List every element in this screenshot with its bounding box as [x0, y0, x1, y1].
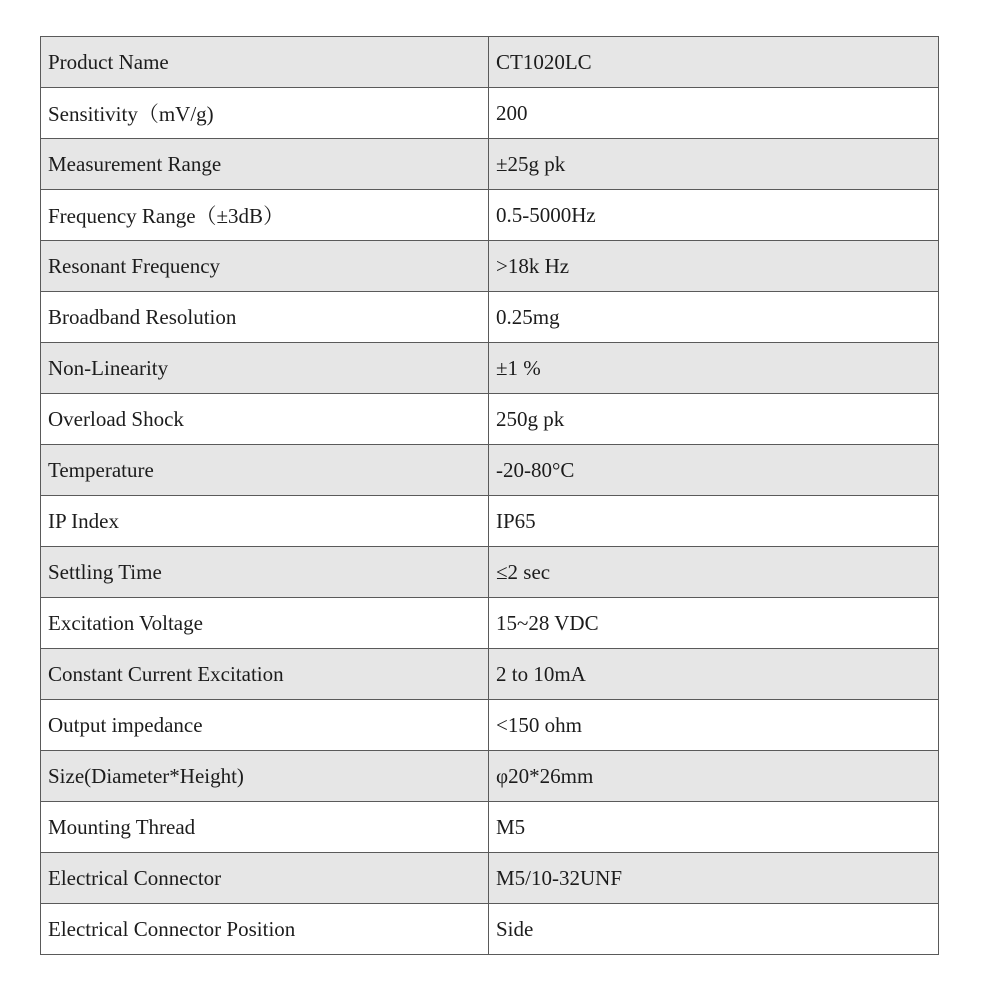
- spec-value: 0.5-5000Hz: [489, 190, 939, 241]
- table-row: [41, 598, 939, 649]
- spec-value: <150 ohm: [489, 700, 939, 751]
- table-row: [41, 904, 939, 955]
- spec-label: Excitation Voltage: [41, 598, 489, 649]
- spec-label: Product Name: [41, 37, 489, 88]
- table-row: [41, 394, 939, 445]
- spec-label: Sensitivity（mV/g): [41, 88, 489, 139]
- spec-value: 2 to 10mA: [489, 649, 939, 700]
- spec-value: φ20*26mm: [489, 751, 939, 802]
- table-row: [41, 445, 939, 496]
- spec-value: CT1020LC: [489, 37, 939, 88]
- spec-table: [40, 36, 939, 955]
- table-row: [41, 700, 939, 751]
- table-row: [41, 853, 939, 904]
- spec-label: Measurement Range: [41, 139, 489, 190]
- spec-value: ±1 %: [489, 343, 939, 394]
- table-row: [41, 139, 939, 190]
- spec-label: Non-Linearity: [41, 343, 489, 394]
- spec-value: ≤2 sec: [489, 547, 939, 598]
- table-row: [41, 547, 939, 598]
- spec-label: Settling Time: [41, 547, 489, 598]
- spec-label: Constant Current Excitation: [41, 649, 489, 700]
- table-row: [41, 88, 939, 139]
- spec-value: 15~28 VDC: [489, 598, 939, 649]
- spec-value: IP65: [489, 496, 939, 547]
- table-row: [41, 241, 939, 292]
- table-row: [41, 751, 939, 802]
- spec-label: Temperature: [41, 445, 489, 496]
- table-row: [41, 343, 939, 394]
- table-row: [41, 37, 939, 88]
- table-row: [41, 190, 939, 241]
- spec-label: Electrical Connector Position: [41, 904, 489, 955]
- spec-label: IP Index: [41, 496, 489, 547]
- table-row: [41, 292, 939, 343]
- spec-label: Overload Shock: [41, 394, 489, 445]
- spec-value: -20-80°C: [489, 445, 939, 496]
- spec-label: Resonant Frequency: [41, 241, 489, 292]
- spec-value: 0.25mg: [489, 292, 939, 343]
- spec-value: ±25g pk: [489, 139, 939, 190]
- spec-value: Side: [489, 904, 939, 955]
- spec-label: Broadband Resolution: [41, 292, 489, 343]
- spec-label: Output impedance: [41, 700, 489, 751]
- spec-value: M5: [489, 802, 939, 853]
- table-row: [41, 496, 939, 547]
- spec-label: Mounting Thread: [41, 802, 489, 853]
- spec-value: >18k Hz: [489, 241, 939, 292]
- spec-label: Frequency Range（±3dB）: [41, 190, 489, 241]
- table-row: [41, 649, 939, 700]
- spec-label: Size(Diameter*Height): [41, 751, 489, 802]
- spec-label: Electrical Connector: [41, 853, 489, 904]
- spec-value: 250g pk: [489, 394, 939, 445]
- spec-value: 200: [489, 88, 939, 139]
- spec-value: M5/10-32UNF: [489, 853, 939, 904]
- table-row: [41, 802, 939, 853]
